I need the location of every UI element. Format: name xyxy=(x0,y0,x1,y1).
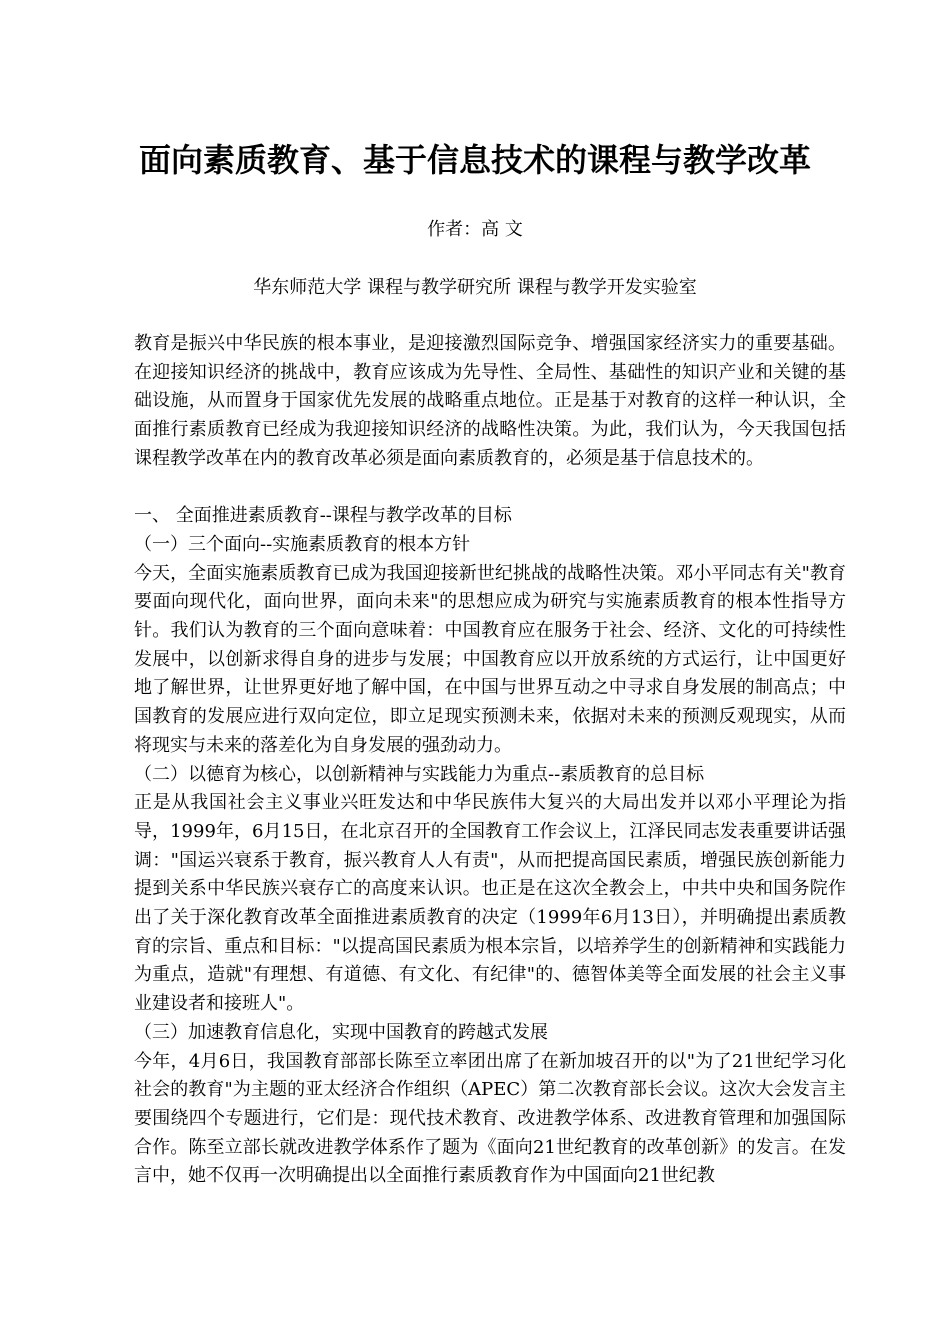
subsection-heading: （三）加速教育信息化，实现中国教育的跨越式发展 xyxy=(134,1021,548,1043)
subsection-heading: （二）以德育为核心，以创新精神与实践能力为重点--素质教育的总目标 xyxy=(134,763,705,785)
paragraph-gap xyxy=(134,474,846,503)
subsection-paragraph: 今年，4月6日，我国教育部部长陈至立率团出席了在新加坡召开的以"为了21世纪学习化社会的教育"为主题的亚太经济合作组织（APEC）第二次教育部长会议。这次大会发言主要围绕四个专题进行，它们是：现代技术教育、改进教学体系、改进教育管理和加强国际合作。陈至立部长就改进教学体系作了题为《面向21世纪教育的改革创新》的发言。在发言中，她不仅再一次明确提出以全面推行素质教育作为中国面向21世纪教 xyxy=(134,1050,846,1187)
subsection-paragraph: 今天，全面实施素质教育已成为我国迎接新世纪挑战的战略性决策。邓小平同志有关"教育要面向现代化，面向世界，面向未来"的思想应成为研究与实施素质教育的根本性指导方针。我们认为教育的三个面向意味着：中国教育应在服务于社会、经济、文化的可持续性发展中，以创新求得自身的进步与发展；中国教育应以开放系统的方式运行，让中国更好地了解世界，让世界更好地了解中国，在中国与世界互动之中寻求自身发展的制高点；中国教育的发展应进行双向定位，即立足现实预测未来，依据对未来的预测反观现实，从而将现实与未来的落差化为自身发展的强劲动力。 xyxy=(134,562,846,756)
affiliation-line: 华东师范大学 课程与教学研究所 课程与教学开发实验室 xyxy=(253,277,697,298)
author-line: 作者：高 文 xyxy=(427,219,523,240)
document-title: 面向素质教育、基于信息技术的课程与教学改革 xyxy=(138,141,811,179)
intro-paragraph: 教育是振兴中华民族的根本事业，是迎接激烈国际竞争、增强国家经济实力的重要基础。在迎接知识经济的挑战中，教育应该成为先导性、全局性、基础性的知识产业和关键的基础设施，从而置身于国家优先发展的战略重点地位。正是基于对教育的这样一种认识，全面推行素质教育已经成为我迎接知识经济的战略性决策。为此，我们认为，今天我国包括课程教学改革在内的教育改革必须是面向素质教育的，必须是基于信息技术的。 xyxy=(134,333,846,469)
section-heading: 一、 全面推进素质教育--课程与教学改革的目标 xyxy=(134,505,512,527)
document-body xyxy=(134,330,846,1191)
subsection-paragraph: 正是从我国社会主义事业兴旺发达和中华民族伟大复兴的大局出发并以邓小平理论为指导，1999年，6月15日，在北京召开的全国教育工作会议上，江泽民同志发表重要讲话强调："国运兴衰系于教育，振兴教育人人有责"，从而把提高国民素质，增强民族创新能力提到关系中华民族兴衰存亡的高度来认识。也正是在这次全教会上，中共中央和国务院作出了关于深化教育改革全面推进素质教育的决定（1999年6月13日），并明确提出素质教育的宗旨、重点和目标："以提高国民素质为根本宗旨，以培养学生的创新精神和实践能力为重点，造就"有理想、有道德、有文化、有纪律"的、德智体美等全面发展的社会主义事业建设者和接班人"。 xyxy=(134,792,846,1015)
subsection-heading: （一）三个面向--实施素质教育的根本方针 xyxy=(134,533,471,555)
